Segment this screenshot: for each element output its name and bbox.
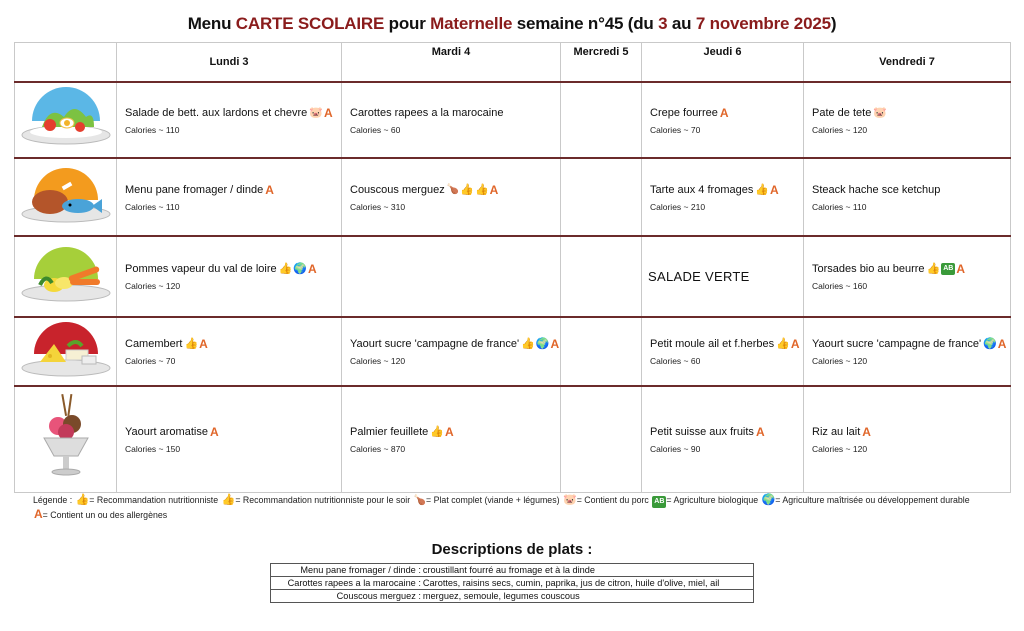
allergen-icon: A bbox=[444, 425, 454, 439]
allergen-icon: A bbox=[209, 425, 219, 439]
allergen-icon: A bbox=[862, 425, 871, 439]
calories: Calories ~ 110 bbox=[125, 124, 180, 135]
meat-fish-plate-image bbox=[15, 158, 117, 236]
thumb-icon: 👍 bbox=[460, 183, 474, 196]
menu-table bbox=[14, 42, 1011, 493]
menu-cell bbox=[342, 158, 561, 236]
dish-label: Pommes vapeur du val de loire bbox=[125, 263, 277, 275]
soir-icon: 👍 bbox=[474, 183, 489, 196]
agri-icon: 🌍 bbox=[983, 338, 997, 350]
legend-text: = Recommandation nutritionniste pour le soir bbox=[235, 495, 411, 505]
menu-cell bbox=[642, 82, 804, 158]
title-text: pour bbox=[384, 14, 431, 33]
descriptions-title: Descriptions de plats : bbox=[431, 541, 593, 558]
calories: Calories ~ 70 bbox=[125, 356, 176, 366]
day-header: Vendredi 7 bbox=[804, 43, 1011, 83]
allergen-icon: A bbox=[755, 425, 765, 439]
menu-cell bbox=[117, 236, 342, 317]
menu-cell bbox=[804, 236, 1011, 317]
dish-name bbox=[812, 337, 1010, 351]
dish-label: Torsades bio au beurre bbox=[812, 263, 925, 275]
allergen-icon: A bbox=[719, 105, 729, 120]
menu-cell bbox=[642, 386, 804, 493]
menu-row bbox=[15, 317, 1011, 386]
menu-row bbox=[15, 236, 1011, 317]
dish-label: Palmier feuillete bbox=[350, 426, 429, 438]
dish-icons bbox=[754, 182, 779, 197]
day-header: Mardi 4 bbox=[342, 43, 561, 83]
description-row bbox=[271, 564, 754, 577]
soir-icon: 👍 bbox=[221, 494, 236, 506]
dish-name bbox=[125, 183, 341, 197]
complete-icon: 🍗 bbox=[413, 495, 427, 506]
calories: Calories ~ 210 bbox=[650, 201, 706, 212]
allergen-icon: A bbox=[770, 182, 779, 197]
menu-cell bbox=[561, 236, 642, 317]
allergen-icon: A bbox=[323, 105, 333, 120]
dish-icons bbox=[872, 108, 887, 118]
legend-item bbox=[761, 495, 970, 505]
thumb-icon: 👍 bbox=[278, 263, 293, 275]
menu-cell bbox=[804, 82, 1011, 158]
menu-cell bbox=[561, 386, 642, 493]
salad-plate-image bbox=[15, 82, 117, 158]
legend-text: = Agriculture biologique bbox=[666, 495, 759, 505]
calories: Calories ~ 150 bbox=[125, 444, 181, 454]
legend-text: = Plat complet (viande + légumes) bbox=[426, 495, 560, 505]
dish-icons bbox=[264, 182, 274, 197]
calories: Calories ~ 110 bbox=[125, 201, 180, 212]
description-dish: Carottes rapees a la marocaine : bbox=[271, 577, 423, 590]
dish-label: Riz au lait bbox=[812, 426, 861, 438]
dish-name bbox=[650, 106, 803, 120]
dish-name bbox=[812, 183, 1010, 197]
header-corner bbox=[15, 43, 117, 83]
calories: Calories ~ 60 bbox=[350, 124, 401, 135]
title-prefix: Menu bbox=[187, 14, 236, 33]
calories: Calories ~ 120 bbox=[350, 356, 406, 366]
menu-row bbox=[15, 158, 1011, 236]
vegetables-plate-image bbox=[15, 236, 117, 317]
menu-cell bbox=[642, 158, 804, 236]
calories: Calories ~ 60 bbox=[650, 356, 701, 366]
thumb-icon: 👍 bbox=[430, 426, 444, 438]
menu-cell bbox=[342, 236, 561, 317]
dish-label: Camembert bbox=[125, 338, 183, 350]
dish-label: Pate de tete bbox=[812, 106, 872, 119]
dish-icons bbox=[982, 339, 1006, 349]
day-header: Lundi 3 bbox=[117, 43, 342, 83]
thumb-icon: 👍 bbox=[184, 338, 199, 350]
menu-cell bbox=[117, 82, 342, 158]
dish-icons bbox=[183, 339, 207, 349]
menu-cell bbox=[561, 158, 642, 236]
thumb-icon: 👍 bbox=[926, 263, 941, 275]
day-header: Mercredi 5 bbox=[561, 43, 642, 83]
dish-name bbox=[125, 106, 341, 120]
dish-icons bbox=[209, 427, 219, 437]
calories: Calories ~ 120 bbox=[812, 356, 868, 366]
dish-icons bbox=[926, 263, 966, 275]
dish-label: Crepe fourree bbox=[650, 106, 718, 119]
dish-label: Menu pane fromager / dinde bbox=[125, 183, 264, 196]
dish-name bbox=[125, 425, 341, 439]
allergen-icon: A bbox=[489, 182, 499, 197]
legend-label: Légende : bbox=[33, 495, 75, 505]
dish-name bbox=[350, 337, 560, 351]
menu-cell bbox=[804, 158, 1011, 236]
menu-cell bbox=[561, 82, 642, 158]
dish-icons bbox=[755, 427, 765, 437]
menu-cell bbox=[804, 386, 1011, 493]
bio-icon: AB bbox=[941, 263, 955, 275]
header-row bbox=[15, 43, 1011, 83]
menu-cell bbox=[342, 386, 561, 493]
dish-name bbox=[650, 425, 803, 439]
agri-icon: 🌍 bbox=[293, 263, 308, 275]
allergen-icon: A bbox=[550, 337, 560, 351]
allergen-icon: A bbox=[308, 262, 317, 276]
menu-row bbox=[15, 386, 1011, 493]
agri-icon: 🌍 bbox=[761, 494, 776, 506]
dish-icons bbox=[861, 427, 871, 437]
allergen-icon: A bbox=[956, 262, 966, 276]
calories: Calories ~ 120 bbox=[125, 281, 181, 291]
dish-label: Petit moule ail et f.herbes bbox=[650, 338, 775, 350]
thumb-icon: 👍 bbox=[521, 338, 535, 350]
menu-row bbox=[15, 82, 1011, 158]
calories: Calories ~ 120 bbox=[812, 444, 868, 454]
title-date-end: 7 novembre 2025 bbox=[695, 14, 831, 33]
legend-text: = Contient du porc bbox=[576, 495, 649, 505]
title-text: semaine n°45 (du bbox=[512, 14, 659, 33]
dish-name bbox=[812, 106, 1010, 120]
pork-icon: 🐷 bbox=[309, 106, 323, 119]
menu-cell bbox=[342, 82, 561, 158]
title-text: ) bbox=[830, 14, 837, 33]
complete-icon: 🍗 bbox=[446, 183, 460, 195]
description-row bbox=[271, 590, 754, 603]
agri-icon: 🌍 bbox=[535, 338, 550, 350]
dish-icons bbox=[446, 182, 499, 197]
dish-name: SALADE VERTE bbox=[648, 269, 750, 284]
dish-icons bbox=[775, 339, 799, 349]
legend-item bbox=[221, 495, 411, 505]
title-group: Maternelle bbox=[430, 14, 513, 33]
description-text: merguez, semoule, legumes couscous bbox=[423, 590, 754, 603]
dish-label: Steack hache sce ketchup bbox=[812, 183, 941, 196]
legend-text: = Agriculture maîtrisée ou développement durable bbox=[775, 495, 970, 505]
dish-icons bbox=[429, 427, 453, 437]
dish-label: Yaourt sucre 'campagne de france' bbox=[812, 338, 982, 350]
menu-cell bbox=[117, 386, 342, 493]
dish-label: Couscous merguez bbox=[350, 183, 445, 196]
description-text: croustillant fourré au fromage et à la dinde bbox=[423, 564, 754, 577]
description-dish: Menu pane fromager / dinde : bbox=[271, 564, 423, 577]
dish-name bbox=[812, 262, 1010, 276]
dish-label: Salade de bett. aux lardons et chevre bbox=[125, 106, 308, 119]
allergen-icon: A bbox=[790, 337, 800, 351]
legend-item bbox=[33, 507, 168, 521]
menu-cell bbox=[117, 317, 342, 386]
dish-name bbox=[350, 106, 560, 120]
bio-icon: AB bbox=[652, 496, 666, 508]
description-dish: Couscous merguez : bbox=[271, 590, 423, 603]
dish-name bbox=[650, 183, 803, 197]
legend-item bbox=[413, 495, 560, 505]
allergen-icon: A bbox=[265, 182, 274, 197]
dish-name bbox=[125, 337, 341, 351]
dish-icons bbox=[308, 105, 333, 120]
legend-text: = Contient un ou des allergènes bbox=[42, 510, 168, 520]
thumb-icon: 👍 bbox=[776, 338, 790, 350]
menu-cell bbox=[561, 317, 642, 386]
dish-icons bbox=[520, 339, 559, 349]
cheese-plate-image bbox=[15, 317, 117, 386]
allergen-icon: A bbox=[997, 337, 1007, 351]
calories: Calories ~ 310 bbox=[350, 201, 406, 212]
thumb-icon: 👍 bbox=[755, 183, 770, 196]
legend-item bbox=[651, 495, 758, 505]
dish-name bbox=[350, 425, 560, 439]
legend-item bbox=[562, 495, 649, 505]
calories: Calories ~ 870 bbox=[350, 444, 406, 454]
menu-cell bbox=[642, 317, 804, 386]
menu-cell bbox=[342, 317, 561, 386]
dish-icons bbox=[719, 105, 729, 120]
dish-label: Petit suisse aux fruits bbox=[650, 426, 754, 438]
menu-cell bbox=[642, 236, 804, 317]
legend-text: = Recommandation nutritionniste bbox=[89, 495, 219, 505]
pork-icon: 🐷 bbox=[873, 106, 888, 119]
calories: Calories ~ 160 bbox=[812, 281, 868, 291]
dish-name bbox=[812, 425, 1010, 439]
legend bbox=[33, 493, 1003, 522]
pork-icon: 🐷 bbox=[562, 494, 577, 506]
calories: Calories ~ 90 bbox=[650, 444, 701, 454]
allergen-icon: A bbox=[34, 507, 43, 521]
menu-cell bbox=[117, 158, 342, 236]
title-date-start: 3 bbox=[658, 14, 668, 33]
calories: Calories ~ 70 bbox=[650, 124, 701, 135]
description-text: Carottes, raisins secs, cumin, paprika, jus de citron, huile d'olive, miel, ail bbox=[423, 577, 754, 590]
dish-name bbox=[650, 337, 803, 351]
menu-cell bbox=[804, 317, 1011, 386]
calories: Calories ~ 110 bbox=[812, 201, 867, 212]
dish-label: Yaourt sucre 'campagne de france' bbox=[350, 338, 520, 350]
descriptions-table bbox=[270, 563, 754, 603]
title-text: au bbox=[667, 14, 696, 33]
title-menu-type: CARTE SCOLAIRE bbox=[235, 14, 385, 33]
legend-item bbox=[75, 495, 219, 505]
dish-name bbox=[350, 183, 560, 197]
dish-label: Tarte aux 4 fromages bbox=[650, 183, 754, 196]
ice-cream-cup-image bbox=[15, 386, 117, 493]
dish-name bbox=[125, 262, 341, 276]
dish-icons bbox=[278, 264, 317, 274]
dish-label: Carottes rapees a la marocaine bbox=[350, 106, 504, 119]
calories: Calories ~ 120 bbox=[812, 124, 868, 135]
allergen-icon: A bbox=[199, 337, 208, 351]
thumb-icon: 👍 bbox=[75, 494, 90, 506]
description-row bbox=[271, 577, 754, 590]
page-title bbox=[0, 14, 1024, 34]
day-header: Jeudi 6 bbox=[642, 43, 804, 83]
dish-label: Yaourt aromatise bbox=[125, 426, 208, 438]
